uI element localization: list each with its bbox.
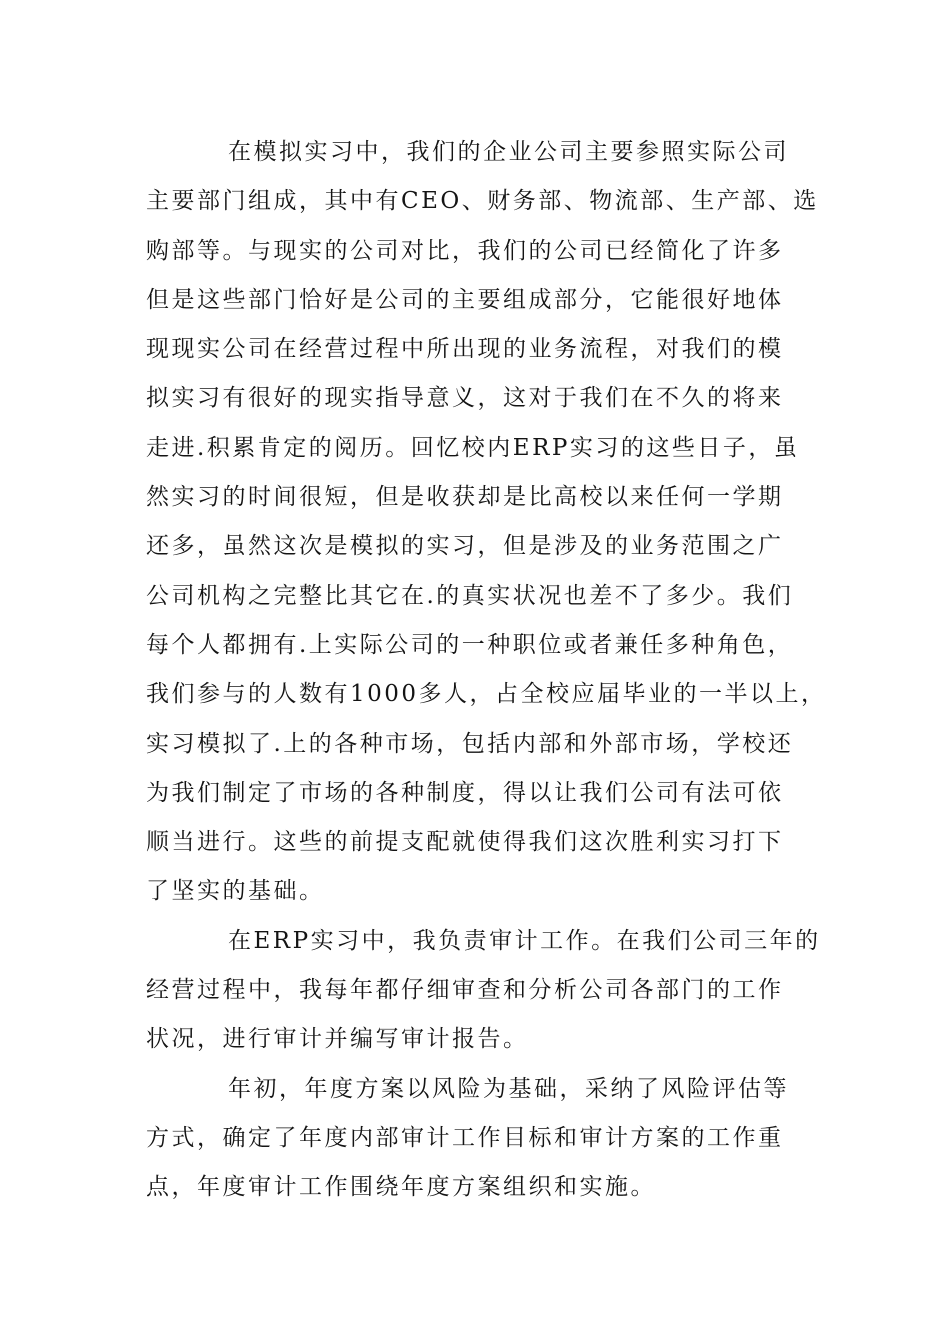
paragraph-1-line-15: 顺当进行。这些的前提支配就使得我们这次胜利实习打下 xyxy=(146,829,784,856)
paragraph-1-line-12: 我们参与的人数有1000多人，占全校应届毕业的一半以上， xyxy=(146,681,827,708)
paragraph-1-line-4: 但是这些部门恰好是公司的主要组成部分，它能很好地体 xyxy=(146,286,784,313)
paragraph-1-line-11: 每个人都拥有.上实际公司的一种职位或者兼任多种角色， xyxy=(146,631,794,658)
paragraph-1-line-6: 拟实习有很好的现实指导意义，这对于我们在不久的将来 xyxy=(146,385,784,412)
paragraph-3-line-1: 年初，年度方案以风险为基础，采纳了风险评估等 xyxy=(228,1075,789,1102)
paragraph-1-line-2: 主要部门组成，其中有CEO、财务部、物流部、生产部、选 xyxy=(146,188,819,215)
paragraph-1-line-1: 在模拟实习中，我们的企业公司主要参照实际公司 xyxy=(228,139,789,165)
paragraph-1-line-14: 为我们制定了市场的各种制度，得以让我们公司有法可依 xyxy=(146,779,784,806)
paragraph-1-line-13: 实习模拟了.上的各种市场，包括内部和外部市场，学校还 xyxy=(146,730,794,757)
paragraph-2-line-1: 在ERP实习中，我负责审计工作。在我们公司三年的 xyxy=(228,927,821,954)
paragraph-3-line-3: 点，年度审计工作围绕年度方案组织和实施。 xyxy=(146,1174,656,1201)
paragraph-1-line-10: 公司机构之完整比其它在.的真实状况也差不了多少。我们 xyxy=(146,582,794,609)
paragraph-2-line-2: 经营过程中，我每年都仔细审查和分析公司各部门的工作 xyxy=(146,977,784,1004)
paragraph-1-line-3: 购部等。与现实的公司对比，我们的公司已经简化了许多 xyxy=(146,237,784,264)
paragraph-1-line-9: 还多，虽然这次是模拟的实习，但是涉及的业务范围之广 xyxy=(146,533,784,560)
paragraph-3-line-2: 方式，确定了年度内部审计工作目标和审计方案的工作重 xyxy=(146,1124,784,1151)
document-body xyxy=(146,128,826,1213)
paragraph-2-line-3: 状况，进行审计并编写审计报告。 xyxy=(146,1026,529,1053)
paragraph-1-line-7: 走进.积累肯定的阅历。回忆校内ERP实习的这些日子，虽 xyxy=(146,434,800,461)
paragraph-1-line-5: 现现实公司在经营过程中所出现的业务流程，对我们的模 xyxy=(146,336,784,363)
paragraph-1-line-8: 然实习的时间很短，但是收获却是比高校以来任何一学期 xyxy=(146,484,784,511)
paragraph-1-line-16: 了坚实的基础。 xyxy=(146,878,325,905)
